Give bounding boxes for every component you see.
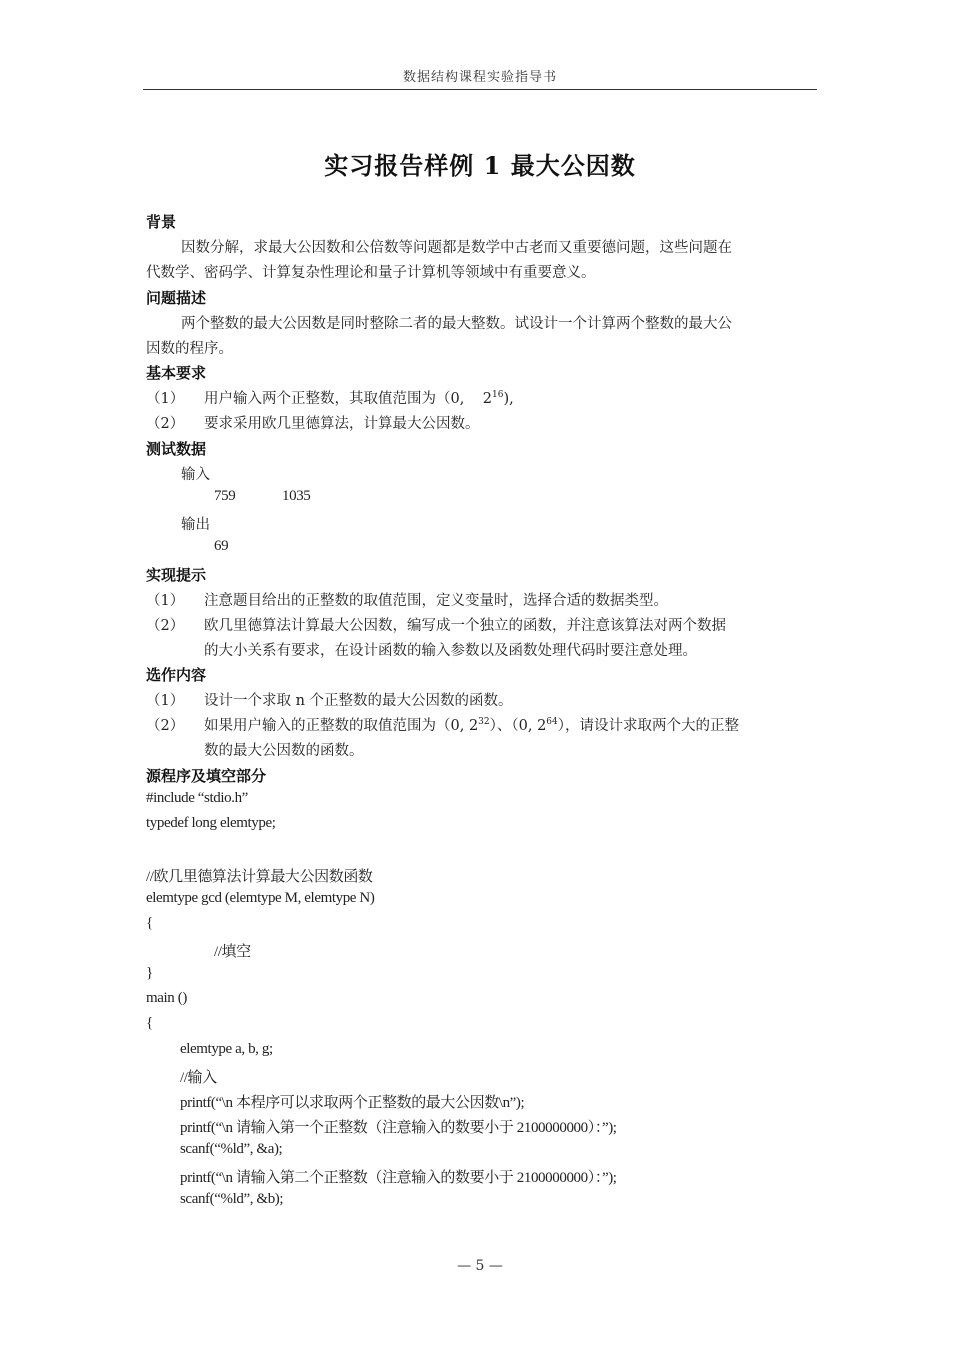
optional-item-2-line-2: 数的最大公因数的函数。 (204, 743, 364, 759)
section-heading-requirements: 基本要求 (146, 364, 207, 382)
optional-item-2-pre: 如果用户输入的正整数的取值范围为（0, 2 (204, 718, 479, 734)
section-heading-testdata: 测试数据 (146, 440, 207, 458)
code-line: //欧几里德算法计算最大公因数函数 (146, 869, 373, 885)
code-line: main () (146, 990, 187, 1006)
optional-item-2-post: ），请设计求取两个大的正整 (557, 718, 739, 734)
running-header: 数据结构课程实验指导书 (402, 70, 557, 85)
optional-number-1: （1） (146, 693, 185, 709)
optional-item-2-line-1 (204, 714, 739, 735)
problem-line-2: 因数的程序。 (146, 341, 233, 357)
test-input-label: 输入 (181, 467, 210, 483)
code-line: #include “stdio.h” (146, 790, 248, 806)
header-rule (143, 89, 817, 90)
page-number: — 5 — (457, 1258, 503, 1274)
test-output-value: 69 (214, 538, 229, 554)
optional-item-2-exponent-1: 32 (478, 717, 490, 728)
page-title: 实习报告样例 1 最大公因数 (324, 151, 636, 180)
hint-item-2-line-1: 欧几里德算法计算最大公因数，编写成一个独立的函数，并注意该算法对两个数据 (204, 618, 726, 634)
optional-item-1: 设计一个求取 n 个正整数的最大公因数的函数。 (204, 693, 513, 709)
hint-number-1: （1） (146, 593, 185, 609)
test-output-label: 输出 (181, 517, 210, 533)
code-line: printf(“\n 本程序可以求取两个正整数的最大公因数\n”); (180, 1095, 525, 1111)
code-line: { (146, 915, 153, 931)
requirement-item-1-text: 用户输入两个正整数，其取值范围为（0, (204, 391, 465, 407)
code-line: typedef long elemtype; (146, 815, 276, 831)
requirement-item-1 (204, 387, 514, 408)
code-line: //填空 (214, 944, 251, 960)
code-line: scanf(“%ld”, &b); (180, 1191, 284, 1207)
background-line-1: 因数分解，求最大公因数和公倍数等问题都是数学中古老而又重要德问题，这些问题在 (181, 240, 732, 256)
code-line: printf(“\n 请输入第二个正整数（注意输入的数要小于 2100000000）：”); (180, 1170, 617, 1186)
hint-item-1: 注意题目给出的正整数的取值范围，定义变量时，选择合适的数据类型。 (204, 593, 668, 609)
optional-item-2-exponent-2: 64 (546, 717, 558, 728)
section-heading-source: 源程序及填空部分 (146, 767, 267, 785)
optional-number-2: （2） (146, 718, 185, 734)
requirement-number-1: （1） (146, 391, 185, 407)
background-line-2: 代数学、密码学、计算复杂性理论和量子计算机等领域中有重要意义。 (146, 265, 596, 281)
requirement-number-2: （2） (146, 416, 185, 432)
requirement-item-2: 要求采用欧几里德算法，计算最大公因数。 (204, 416, 480, 432)
test-input-a: 759 (214, 488, 236, 504)
code-line: //输入 (180, 1070, 217, 1086)
test-input-b: 1035 (282, 488, 311, 504)
code-line: elemtype gcd (elemtype M, elemtype N) (146, 890, 375, 906)
section-heading-hints: 实现提示 (146, 566, 207, 584)
code-line: printf(“\n 请输入第一个正整数（注意输入的数要小于 2100000000）：”); (180, 1120, 617, 1136)
section-heading-problem: 问题描述 (146, 289, 207, 307)
section-heading-background: 背景 (146, 213, 177, 231)
code-line: scanf(“%ld”, &a); (180, 1141, 283, 1157)
hint-number-2: （2） (146, 618, 185, 634)
problem-line-1: 两个整数的最大公因数是同时整除二者的最大整数。试设计一个计算两个整数的最大公 (181, 316, 732, 332)
requirement-item-1-tail: ), (503, 391, 514, 407)
requirement-item-1-exponent: 16 (492, 390, 504, 401)
code-line: elemtype a, b, g; (180, 1041, 273, 1057)
requirement-item-1-base: 2 (482, 391, 493, 407)
section-heading-optional: 选作内容 (146, 666, 207, 684)
hint-item-2-line-2: 的大小关系有要求，在设计函数的输入参数以及函数处理代码时要注意处理。 (204, 643, 697, 659)
code-line: { (146, 1015, 153, 1031)
code-line: } (146, 965, 153, 981)
optional-item-2-mid: ）、（0, 2 (489, 718, 547, 734)
